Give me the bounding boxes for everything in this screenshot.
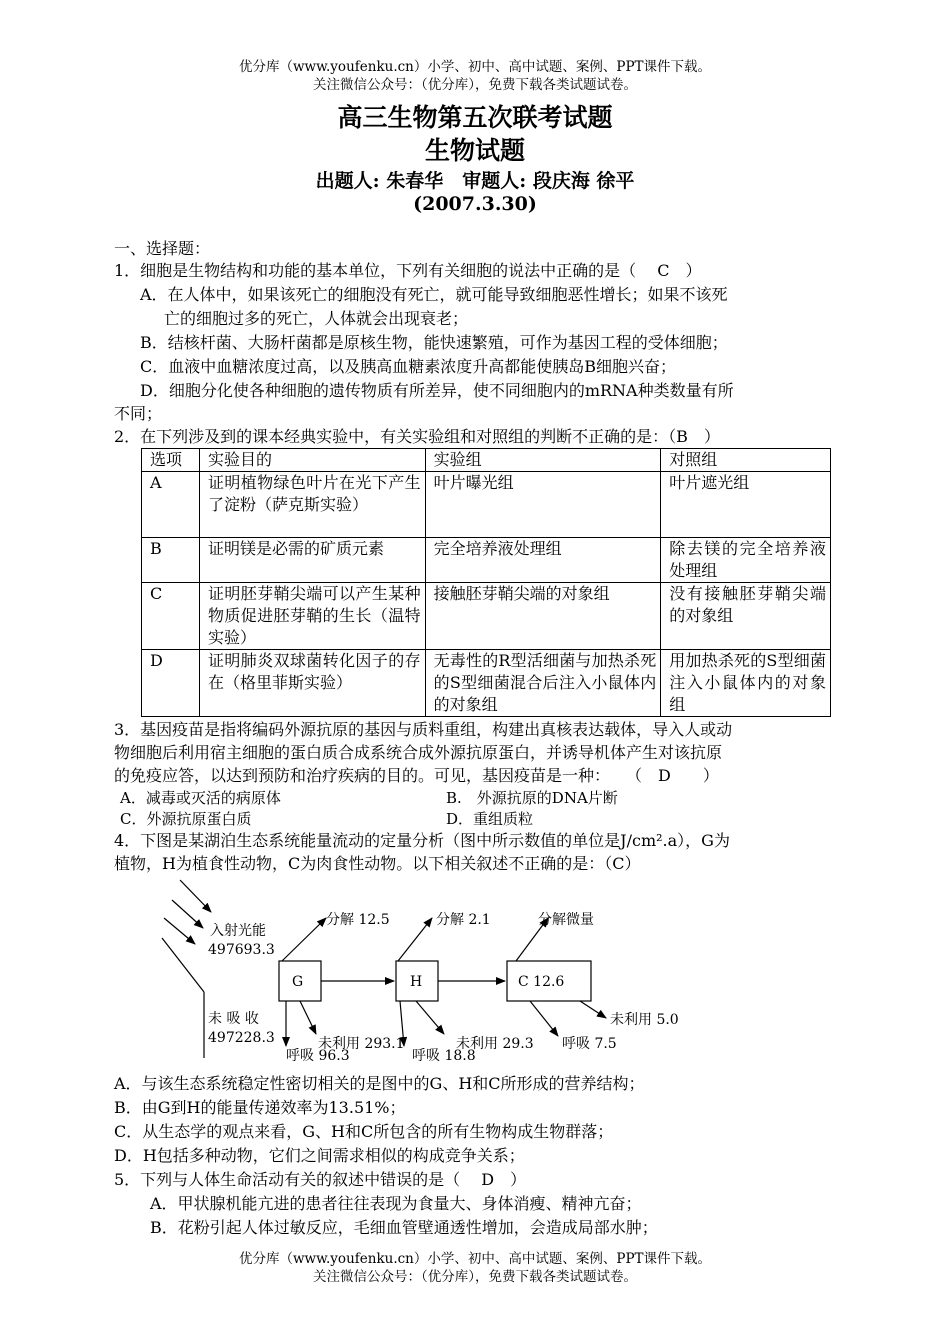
label-incident-1: 入射光能 [210, 923, 266, 939]
label-resp-g: 呼吸 96.3 [286, 1048, 350, 1064]
q4-option-a: A．与该生态系统稳定性密切相关的是图中的G、H和C所形成的营养结构； [114, 1074, 645, 1093]
row-control: 叶片遮光组 [661, 472, 831, 538]
header-experiment-group: 实验组 [425, 449, 661, 472]
label-g: G [292, 974, 304, 990]
q2-stem: 2．在下列涉及到的课本经典实验中，有关实验组和对照组的判断不正确的是：（B ） [114, 427, 720, 446]
q5-option-a: A．甲状腺机能亢进的患者往往表现为食量大、身体消瘦、精神亢奋； [150, 1194, 642, 1213]
label-incident-2: 497693.3 [208, 942, 275, 958]
q3-option-b: B. 外源抗原的DNA片断 [446, 789, 618, 807]
label-h: H [410, 974, 423, 990]
q1-option-d-line2: 不同； [114, 404, 163, 423]
q4-option-d: D．H包括多种动物，它们之间需求相似的构成竞争关系； [114, 1146, 525, 1165]
row-goal: 证明胚芽鞘尖端可以产生某种物质促进胚芽鞘的生长（温特实验） [199, 583, 425, 650]
row-goal: 证明镁是必需的矿质元素 [199, 538, 425, 583]
row-option: C [142, 583, 200, 650]
label-unused-h: 未利用 29.3 [456, 1036, 534, 1052]
q4-option-c: C．从生态学的观点来看，G、H和C所包含的所有生物构成生物群落； [114, 1122, 614, 1141]
label-decomp-c: 分解微量 [538, 912, 594, 928]
row-option: A [142, 472, 200, 538]
label-unused-g: 未利用 293.1 [318, 1036, 405, 1052]
exam-authors: 出题人: 朱春华 审题人: 段庆海 徐平 [315, 170, 635, 192]
label-decomp-g: 分解 12.5 [326, 912, 390, 928]
arrow-unused-c [580, 1001, 606, 1018]
light-arrow-3 [164, 918, 195, 944]
arrow-decomp-h [398, 918, 432, 961]
row-experiment: 叶片曝光组 [425, 472, 661, 538]
arrow-unused-g [300, 1001, 316, 1034]
exam-date: (2007.3.30) [413, 193, 537, 215]
q5-option-b: B．花粉引起人体过敏反应，毛细血管壁通透性增加，会造成局部水肿； [150, 1218, 658, 1237]
light-arrow-1 [180, 880, 211, 912]
row-goal: 证明植物绿色叶片在光下产生了淀粉（萨克斯实验） [199, 472, 425, 538]
light-arrow-2 [172, 900, 203, 928]
label-unused-c: 未利用 5.0 [610, 1012, 679, 1028]
row-goal: 证明肺炎双球菌转化因子的存在（格里菲斯实验） [199, 650, 425, 717]
header-line-2: 关注微信公众号：（优分库），免费下载各类试题试卷。 [313, 77, 637, 93]
q1-option-a-line2: 亡的细胞过多的死亡，人体就会出现衰老； [164, 309, 469, 328]
section-heading: 一、选择题： [114, 239, 211, 258]
reflect-line-1 [162, 938, 204, 992]
row-experiment: 接触胚芽鞘尖端的对象组 [425, 583, 661, 650]
arrow-resp-c [530, 1001, 558, 1036]
exam-title: 高三生物第五次联考试题 [337, 103, 613, 132]
q4-line-2: 植物，H为植食性动物，C为肉食性动物。以下相关叙述不正确的是：（C） [114, 854, 641, 873]
exam-subtitle: 生物试题 [424, 136, 525, 165]
q3-line-2: 物细胞后利用宿主细胞的蛋白质合成系统合成外源抗原蛋白，并诱导机体产生对该抗原 [114, 743, 723, 762]
header-control-group: 对照组 [661, 449, 831, 472]
q5-stem: 5．下列与人体生命活动有关的叙述中错误的是（ D ） [114, 1170, 527, 1189]
q1-option-b: B．结核杆菌、大肠杆菌都是原核生物，能快速繁殖，可作为基因工程的受体细胞； [140, 333, 728, 352]
q4-option-b: B．由G到H的能量传递效率为13.51%； [114, 1098, 406, 1117]
q3-line-1: 3．基因疫苗是指将编码外源抗原的基因与质料重组，构建出真核表达载体，导入人或动 [114, 720, 733, 739]
q1-option-d-line1: D．细胞分化使各种细胞的遗传物质有所差异，使不同细胞内的mRNA种类数量有所 [140, 381, 734, 400]
footer-line-1: 优分库（www.youfenku.cn）小学、初中、高中试题、案例、PPT课件下载。 [238, 1251, 712, 1267]
row-control: 用加热杀死的S型细菌注入小鼠体内的对象组 [661, 650, 831, 717]
arrow-decomp-g [282, 918, 326, 961]
label-c: C 12.6 [518, 974, 565, 990]
row-option: D [142, 650, 200, 717]
q4-line-1: 4．下图是某湖泊生态系统能量流动的定量分析（图中所示数值的单位是J/cm².a），G为 [114, 831, 730, 850]
row-control: 除去镁的完全培养液处理组 [661, 538, 831, 583]
q3-option-d: D．重组质粒 [446, 810, 534, 828]
header-goal: 实验目的 [199, 449, 425, 472]
header-line-1: 优分库（www.youfenku.cn）小学、初中、高中试题、案例、PPT课件下载。 [238, 59, 712, 75]
q3-line-3: 的免疫应答，以达到预防和治疗疾病的目的。可见，基因疫苗是一种： （ D ） [114, 766, 719, 785]
footer-line-2: 关注微信公众号：（优分库），免费下载各类试题试卷。 [313, 1269, 637, 1285]
label-decomp-h: 分解 2.1 [436, 912, 491, 928]
row-experiment: 无毒性的R型活细菌与加热杀死的S型细菌混合后注入小鼠体内的对象组 [425, 650, 661, 717]
row-option: B [142, 538, 200, 583]
arrow-unused-h [416, 1001, 444, 1034]
label-resp-c: 呼吸 7.5 [562, 1036, 617, 1052]
q3-option-a: A．减毒或灭活的病原体 [120, 789, 281, 807]
label-resp-h: 呼吸 18.8 [412, 1048, 476, 1064]
row-experiment: 完全培养液处理组 [425, 538, 661, 583]
header-option: 选项 [142, 449, 200, 472]
q3-option-c: C．外源抗原蛋白质 [120, 810, 252, 828]
q1-option-c: C．血液中血糖浓度过高，以及胰高血糖素浓度升高都能使胰岛B细胞兴奋； [140, 357, 677, 376]
row-control: 没有接触胚芽鞘尖端的对象组 [661, 583, 831, 650]
label-unabsorbed-1: 未 吸 收 [208, 1011, 259, 1027]
q1-stem: 1．细胞是生物结构和功能的基本单位，下列有关细胞的说法中正确的是（ C ） [114, 261, 702, 280]
label-unabsorbed-2: 497228.3 [208, 1030, 275, 1046]
q1-option-a-line1: A．在人体中，如果该死亡的细胞没有死亡，就可能导致细胞恶性增长；如果不该死 [140, 285, 728, 304]
